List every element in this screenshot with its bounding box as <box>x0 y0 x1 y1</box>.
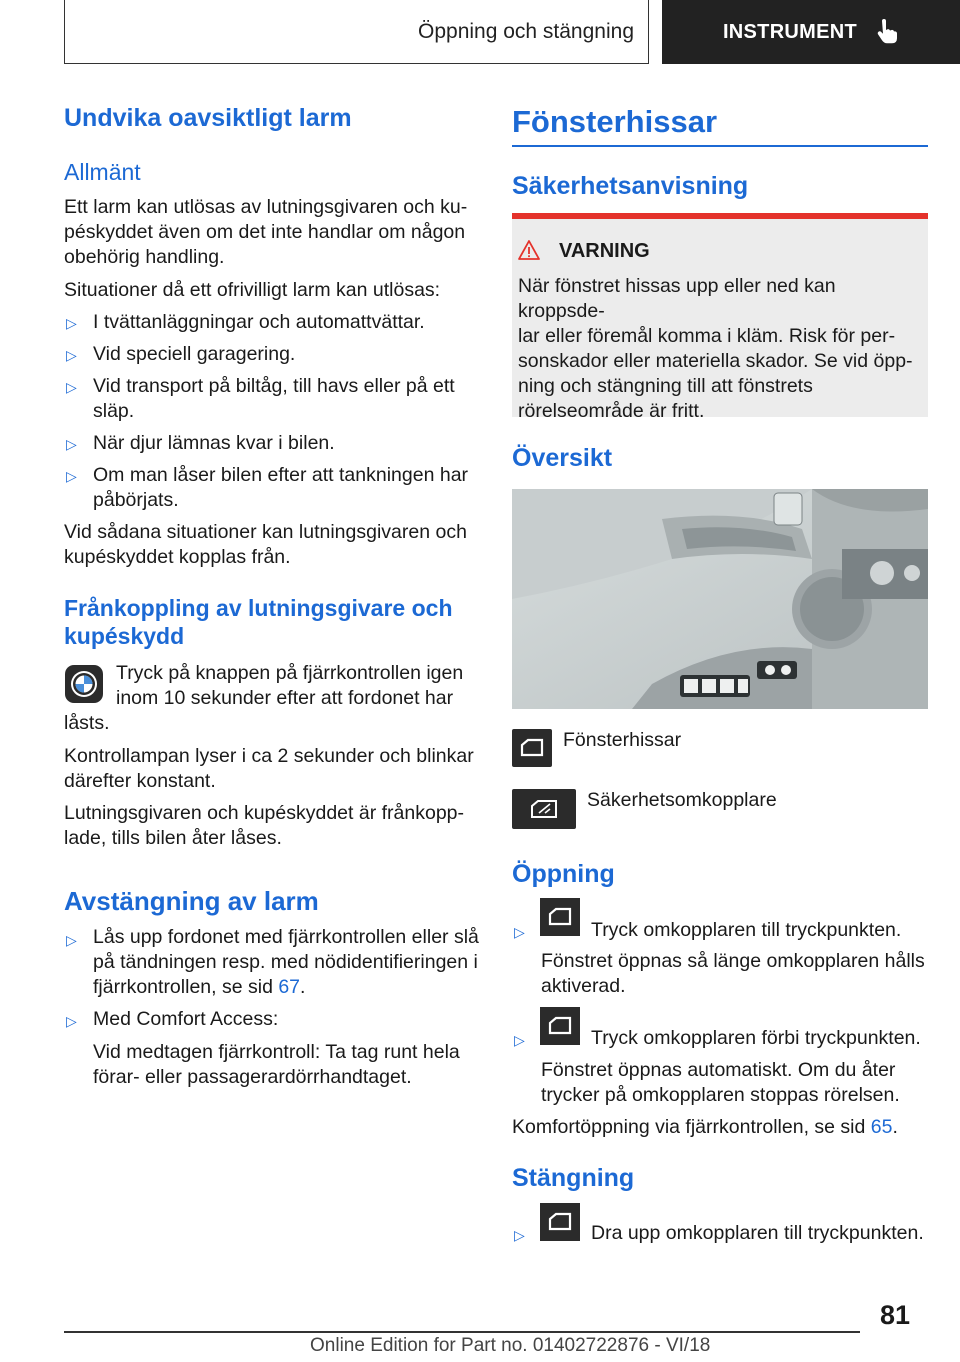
heading-stangning: Stängning <box>512 1164 635 1192</box>
list-item: Dra upp omkopplaren till tryckpunkten. <box>591 1222 924 1244</box>
page-link-67[interactable]: 67 <box>278 976 301 998</box>
list-bullet-icon: ▷ <box>514 924 525 940</box>
warning-triangle-icon <box>518 240 540 260</box>
list-bullet-icon: ▷ <box>514 1227 525 1243</box>
legend-fonsterhissar: Fönsterhissar <box>563 729 682 751</box>
list-item: Lås upp fordonet med fjärrkontrollen eller slå på tändningen resp. med nödidentifieringen i fjärrkontrollen, se sid 67. <box>93 926 479 998</box>
heading-avstangning: Avstängning av larm <box>64 886 319 916</box>
footer-rule <box>64 1331 860 1333</box>
list-bullet-icon: ▷ <box>66 1013 77 1029</box>
window-switch-icon <box>540 1203 580 1241</box>
paragraph-kopplas-fran: Vid sådana situationer kan lutningsgivaren och kupéskyddet kopplas från. <box>64 521 467 568</box>
heading-oppning: Öppning <box>512 860 615 888</box>
list-item-sub: Fönstret öppnas automatiskt. Om du åter trycker på omkopplaren stoppas rörelsen. <box>541 1059 900 1106</box>
paragraph-remote-lines: Tryck på knappen på fjärrkontrollen igen inom 10 sekunder efter att fordonet har <box>116 662 464 709</box>
heading-underline <box>512 145 928 147</box>
list-item: Tryck omkopplaren förbi tryckpunkten. <box>591 1027 921 1049</box>
warning-text: När fönstret hissas upp eller ned kan kroppsde- lar eller föremål komma i kläm. Risk för per- sonskador eller materiella skador. Se vid öpp- ning och stängning till att fönstrets rörelseområde är fritt. <box>518 275 913 422</box>
heading-undvika-larm: Undvika oavsiktligt larm <box>64 104 352 132</box>
remote-key-icon <box>64 664 104 704</box>
header-chapter-tab[interactable] <box>662 0 960 64</box>
pointing-hand-icon <box>875 19 899 45</box>
page-number: 81 <box>880 1300 911 1330</box>
list-bullet-icon: ▷ <box>514 1032 525 1048</box>
footer-watermark <box>682 1335 960 1355</box>
list-item: Vid transport på biltåg, till havs eller på ett släp. <box>93 375 455 422</box>
header-section-title: Öppning och stängning <box>418 19 634 43</box>
list-item: Vid speciell garagering. <box>93 343 296 365</box>
paragraph-frankopplade: Lutningsgivaren och kupéskyddet är frånkopp- lade, tills bilen åter låses. <box>64 802 464 849</box>
list-bullet-icon: ▷ <box>66 379 77 395</box>
list-item-sub: Vid medtagen fjärrkontroll: Ta tag runt hela förar- eller passagerardörrhandtaget. <box>93 1041 460 1088</box>
legend-sakerhetsomkopplare: Säkerhetsomkopplare <box>587 789 777 811</box>
paragraph-remote-end: låsts. <box>64 712 110 734</box>
list-bullet-icon: ▷ <box>66 315 77 331</box>
list-bullet-icon: ▷ <box>66 932 77 948</box>
list-item: Med Comfort Access: <box>93 1008 279 1030</box>
door-panel-image <box>512 489 928 709</box>
footer-edition: Online Edition for Part no. 01402722876 - VI/18 <box>310 1335 711 1356</box>
page-link-65[interactable]: 65 <box>870 1116 893 1138</box>
list-item: Om man låser bilen efter att tankningen har påbörjats. <box>93 464 469 511</box>
paragraph-intro: Ett larm kan utlösas av lutningsgivaren och ku- péskyddet även om det inte handlar om någon obehörig handling. <box>64 196 468 268</box>
safety-switch-icon <box>512 789 576 829</box>
list-bullet-icon: ▷ <box>66 468 77 484</box>
heading-oversikt: Översikt <box>512 444 613 472</box>
heading-fonsterhissar: Fönsterhissar <box>512 104 718 139</box>
paragraph-komfort: Komfortöppning via fjärrkontrollen, se sid 65. <box>512 1116 898 1138</box>
warning-title: VARNING <box>559 240 650 262</box>
heading-frankoppling: Frånkoppling av lutningsgivare och kupéskydd <box>64 595 453 649</box>
paragraph-kontrollampa: Kontrollampan lyser i ca 2 sekunder och blinkar därefter konstant. <box>64 745 474 792</box>
list-item: Tryck omkopplaren till tryckpunkten. <box>591 919 902 941</box>
header-chapter-title: INSTRUMENT <box>722 20 858 43</box>
list-item: När djur lämnas kvar i bilen. <box>93 432 335 454</box>
list-bullet-icon: ▷ <box>66 347 77 363</box>
heading-sakerhetsanvisning: Säkerhetsanvisning <box>512 172 749 200</box>
window-switch-icon <box>512 729 552 767</box>
header-section-tab <box>64 0 649 64</box>
window-switch-icon <box>540 1007 580 1045</box>
list-item-sub: Fönstret öppnas så länge omkopplaren hålls aktiverad. <box>541 950 925 997</box>
window-switch-icon <box>540 898 580 936</box>
list-item: I tvättanläggningar och automattvättar. <box>93 311 425 333</box>
paragraph-situations: Situationer då ett ofrivilligt larm kan utlösas: <box>64 279 441 301</box>
heading-allmant: Allmänt <box>64 159 141 185</box>
list-bullet-icon: ▷ <box>66 436 77 452</box>
